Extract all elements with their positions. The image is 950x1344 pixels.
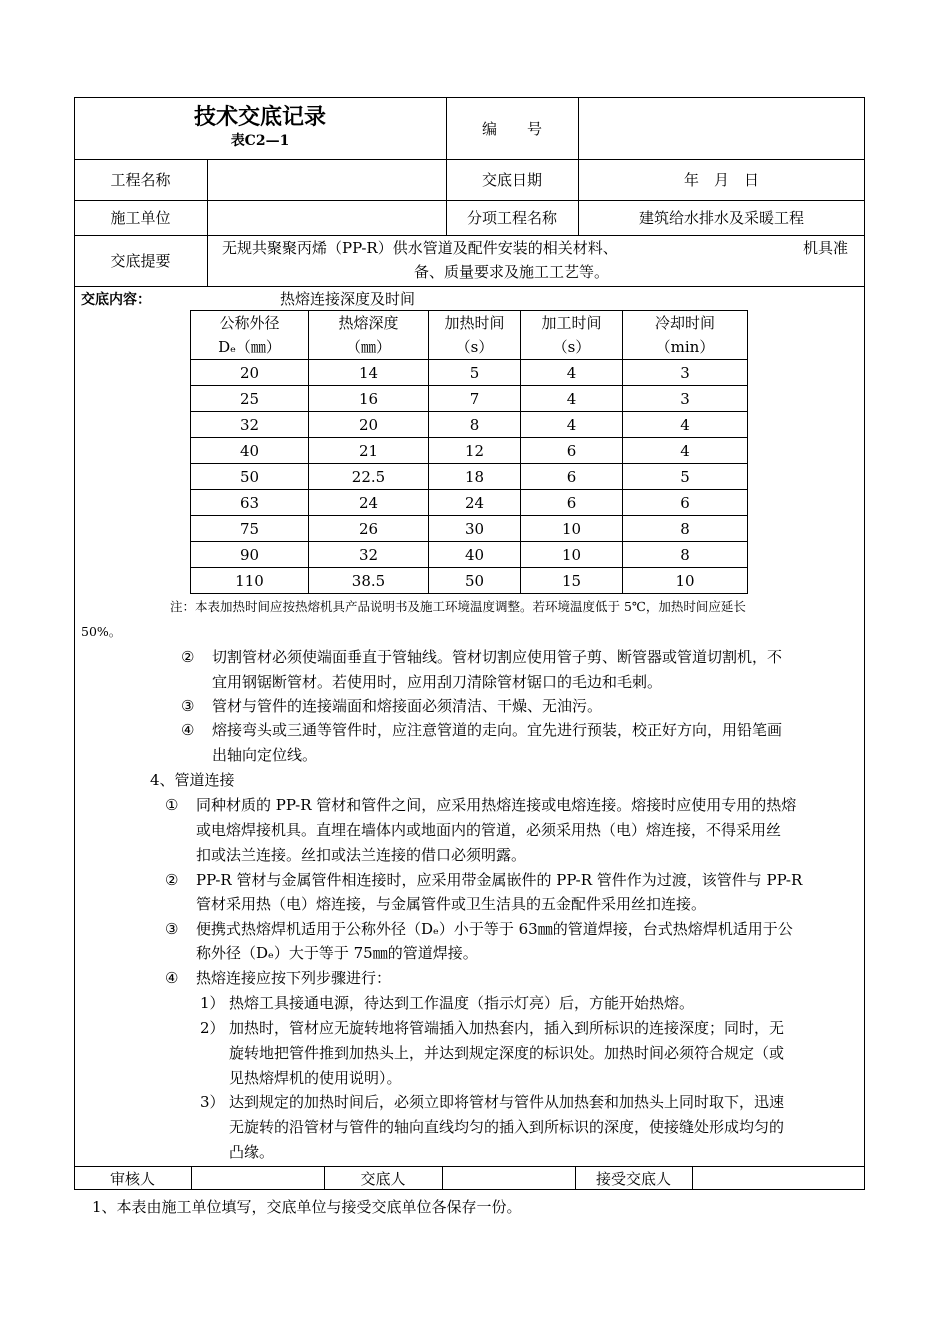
header-unit: （min） [655, 338, 715, 356]
table-cell: 12 [429, 438, 521, 464]
step-number: 2） [200, 1019, 225, 1037]
serial-label: 编 号 [481, 119, 542, 138]
project-name-label: 工程名称 [110, 171, 171, 189]
subproject-value[interactable]: 建筑给水排水及采暖工程 [638, 209, 804, 227]
table-cell: 21 [309, 438, 429, 464]
item-text: 便携式热熔焊机适用于公称外径（Dₑ）小于等于 63㎜的管道焊接，台式热熔焊机适用于公 [196, 920, 793, 938]
header-line: 热熔深度 [338, 314, 399, 332]
table-cell: 4 [521, 386, 623, 412]
item-text: 切割管材必须使端面垂直于管轴线。管材切割应使用管子剪、断管器或管道切割机，不 [212, 648, 783, 666]
step-number: 3） [200, 1093, 225, 1111]
table-cell: 14 [309, 360, 429, 386]
table-cell: 7 [429, 386, 521, 412]
table-cell: 38.5 [309, 568, 429, 594]
project-name-value[interactable] [207, 159, 446, 200]
item-number: ② [165, 871, 179, 889]
table-cell: 110 [191, 568, 309, 594]
table-cell: 4 [623, 438, 748, 464]
table-cell: 8 [623, 516, 748, 542]
table-note-line2: 50%。 [81, 624, 122, 639]
item-text: 管材采用热（电）熔连接，与金属管件或卫生洁具的五金配件采用丝扣连接。 [196, 895, 707, 913]
table-cell: 6 [521, 438, 623, 464]
header-unit: （s） [552, 338, 591, 356]
item-text: 称外径（Dₑ）大于等于 75㎜的管道焊接。 [196, 944, 478, 962]
table-cell: 10 [521, 542, 623, 568]
serial-value[interactable] [578, 97, 865, 159]
table-cell: 90 [191, 542, 309, 568]
table-cell: 16 [309, 386, 429, 412]
table-row [191, 412, 748, 438]
date-label: 交底日期 [481, 171, 542, 189]
item-number: ③ [181, 697, 195, 715]
table-cell: 20 [191, 360, 309, 386]
table-cell: 50 [191, 464, 309, 490]
table-cell: 4 [623, 412, 748, 438]
table-cell: 8 [429, 412, 521, 438]
table-cell: 26 [309, 516, 429, 542]
table-cell: 4 [521, 412, 623, 438]
table-cell: 10 [623, 568, 748, 594]
table-cell: 8 [623, 542, 748, 568]
table-cell: 32 [309, 542, 429, 568]
table-header-cell [521, 311, 623, 360]
item-text: PP-R 管材与金属管件相连接时，应采用带金属嵌件的 PP-R 管件作为过渡，该管件与 PP-R [196, 871, 803, 889]
table-row [191, 360, 748, 386]
header-unit: （s） [455, 338, 494, 356]
reviewer-label: 审核人 [109, 1169, 155, 1188]
table-cell: 5 [623, 464, 748, 490]
table-cell: 50 [429, 568, 521, 594]
table-cell: 6 [623, 490, 748, 516]
header-line: 冷却时间 [654, 314, 715, 332]
contractor-value[interactable] [207, 200, 446, 235]
step-text: 凸缘。 [229, 1143, 275, 1161]
table-header-cell [191, 311, 309, 360]
item-text: 或电熔焊接机具。直埋在墙体内或地面内的管道，必须采用热（电）熔连接，不得采用丝 [196, 821, 782, 839]
table-cell: 5 [429, 360, 521, 386]
content-label: 交底内容： [81, 292, 151, 308]
subproject-label: 分项工程名称 [466, 209, 557, 227]
step-text: 无旋转的沿管材与管件的轴向直线均匀的插入到所标识的深度，使接缝处形成均匀的 [229, 1118, 785, 1136]
item-text: 管材与管件的连接端面和熔接面必须清洁、干燥、无油污。 [212, 697, 603, 715]
table-cell: 32 [191, 412, 309, 438]
form-code: 表C2—1 [230, 133, 290, 149]
summary-text-line1: 无规共聚聚丙烯（PP-R）供水管道及配件安装的相关材料、 [222, 239, 618, 257]
table-header-cell [429, 311, 521, 360]
table-cell: 18 [429, 464, 521, 490]
header-unit: Dₑ（㎜） [218, 338, 281, 356]
table-cell: 22.5 [309, 464, 429, 490]
item-number: ④ [165, 969, 179, 987]
table-cell: 6 [521, 464, 623, 490]
summary-label: 交底提要 [110, 252, 171, 270]
reviewer-value[interactable] [191, 1166, 324, 1190]
table-cell: 24 [309, 490, 429, 516]
section-heading: 4、管道连接 [150, 771, 235, 789]
table-header-cell [623, 311, 748, 360]
table-note-line1: 注：本表加热时间应按热熔机具产品说明书及施工环境温度调整。若环境温度低于 5℃，加热时间应延长 [170, 599, 746, 614]
form-title: 技术交底记录 [193, 104, 326, 130]
discloser-label: 交底人 [360, 1169, 406, 1188]
table-row [191, 386, 748, 412]
item-text: 出轴向定位线。 [212, 746, 318, 764]
receiver-value[interactable] [692, 1166, 865, 1190]
table-cell: 24 [429, 490, 521, 516]
item-text: 热熔连接应按下列步骤进行： [196, 969, 392, 987]
step-text: 达到规定的加热时间后，必须立即将管材与管件从加热套和加热头上同时取下，迅速 [229, 1093, 785, 1111]
table-cell: 3 [623, 386, 748, 412]
table-row [191, 542, 748, 568]
table-title: 热熔连接深度及时间 [280, 290, 416, 308]
item-number: ② [181, 648, 195, 666]
step-text: 加热时，管材应无旋转地将管端插入加热套内，插入到所标识的连接深度；同时，无 [229, 1019, 785, 1037]
table-cell: 20 [309, 412, 429, 438]
step-number: 1） [200, 994, 225, 1012]
date-value[interactable]: 年 月 日 [683, 171, 759, 189]
table-cell: 25 [191, 386, 309, 412]
table-cell: 15 [521, 568, 623, 594]
footnote: 1、本表由施工单位填写，交底单位与接受交底单位各保存一份。 [92, 1198, 522, 1216]
contractor-label: 施工单位 [110, 209, 171, 227]
divider [74, 286, 865, 287]
step-text: 旋转地把管件推到加热头上，并达到规定深度的标识处。加热时间必须符合规定（或 [229, 1044, 785, 1062]
table-row [191, 464, 748, 490]
discloser-value[interactable] [442, 1166, 575, 1190]
table-cell: 40 [429, 542, 521, 568]
table-cell: 4 [521, 360, 623, 386]
summary-text-line1b: 机具准 [803, 239, 849, 257]
item-text: 宜用钢锯断管材。若使用时，应用刮刀清除管材锯口的毛边和毛刺。 [212, 673, 663, 691]
table-cell: 40 [191, 438, 309, 464]
header-line: 加热时间 [444, 314, 505, 332]
item-text: 扣或法兰连接。丝扣或法兰连接的借口必须明露。 [196, 846, 527, 864]
step-text: 热熔工具接通电源，待达到工作温度（指示灯亮）后，方能开始热熔。 [229, 994, 695, 1012]
table-cell: 30 [429, 516, 521, 542]
item-number: ③ [165, 920, 179, 938]
item-number: ④ [181, 721, 195, 739]
summary-text-line2: 备、质量要求及施工工艺等。 [414, 263, 610, 281]
receiver-label: 接受交底人 [595, 1169, 671, 1188]
item-text: 熔接弯头或三通等管件时，应注意管道的走向。宜先进行预装，校正好方向，用铅笔画 [212, 721, 783, 739]
table-cell: 63 [191, 490, 309, 516]
table-row [191, 568, 748, 594]
header-unit: （㎜） [345, 338, 391, 356]
heat-fusion-table [190, 310, 748, 594]
item-text: 同种材质的 PP-R 管材和管件之间，应采用热熔连接或电熔连接。熔接时应使用专用的热熔 [196, 796, 797, 814]
step-text: 见热熔焊机的使用说明）。 [229, 1069, 402, 1087]
table-row [191, 516, 748, 542]
table-row [191, 490, 748, 516]
table-cell: 75 [191, 516, 309, 542]
header-line: 公称外径 [219, 314, 280, 332]
table-cell: 3 [623, 360, 748, 386]
item-number: ① [165, 796, 179, 814]
header-line: 加工时间 [541, 314, 602, 332]
table-header-cell [309, 311, 429, 360]
table-cell: 6 [521, 490, 623, 516]
table-cell: 10 [521, 516, 623, 542]
table-row [191, 438, 748, 464]
